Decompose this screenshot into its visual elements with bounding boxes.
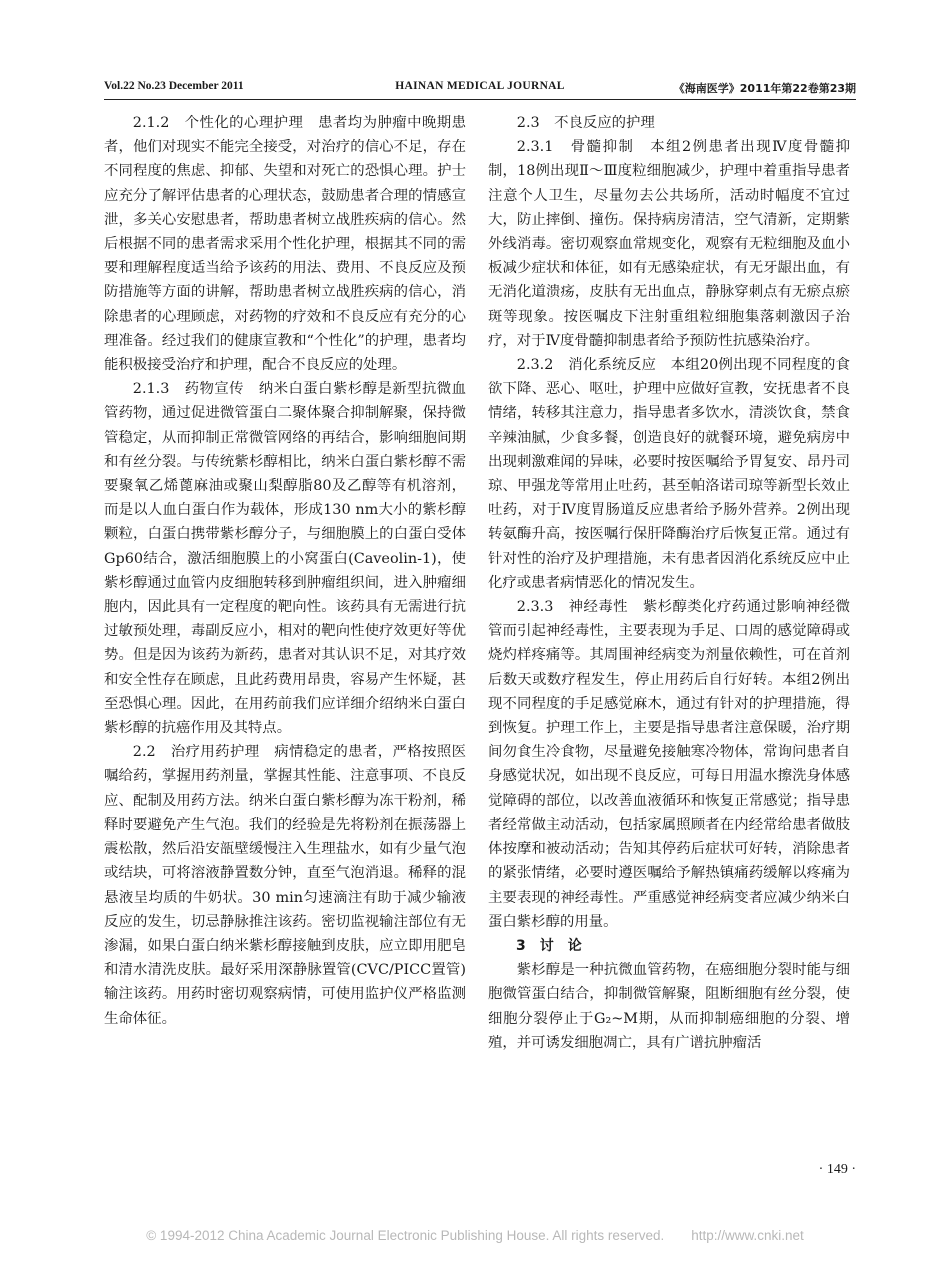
header-journal-name: HAINAN MEDICAL JOURNAL xyxy=(395,80,565,92)
right-column xyxy=(488,111,850,1055)
page-number: · 149 · xyxy=(818,1162,856,1177)
paragraph-2-2: 2.2 治疗用药护理 病情稳定的患者，严格按照医嘱给药，掌握用药剂量，掌握其性能、注意事项、不良反应、配制及用药方法。纳米白蛋白紫杉醇为冻干粉剂，稀释时要避免产生气泡。我们的经验是先将粉剂在振荡器上震松散，然后沿安瓿壁缓慢注入生理盐水，如有少量气泡或结块，可将溶液静置数分钟，直至气泡消退。稀释的混悬液呈均质的牛奶状。30 min匀速滴注有助于减少输液反应的发生，切忌静脉推注该药。密切监视输注部位有无渗漏，如果白蛋白纳米紫杉醇接触到皮肤，应立即用肥皂和清水清洗皮肤。最好采用深静脉置管(CVC/PICC置管)输注该药。用药时密切观察病情，可使用监护仪严格监测生命体征。 xyxy=(104,744,466,1027)
paragraph-discussion: 紫杉醇是一种抗微血管药物，在癌细胞分裂时能与细胞微管蛋白结合，抑制微管解聚，阻断细胞有丝分裂，使细胞分裂停止于G₂~M期，从而抑制癌细胞的分裂、增殖，并可诱发细胞凋亡，具有广谱抗肿瘤活 xyxy=(488,962,850,1051)
copyright-footer: © 1994-2012 China Academic Journal Electronic Publishing House. All rights reserved. http://www.cnki.net xyxy=(146,1228,804,1243)
paragraph-2-3-1: 2.3.1 骨髓抑制 本组2例患者出现Ⅳ度骨髓抑制，18例出现Ⅱ～Ⅲ度粒细胞减少，护理中着重指导患者注意个人卫生，尽量勿去公共场所，活动时幅度不宜过大，防止摔倒、撞伤。保持病房清洁，空气清新，定期紫外线消毒。密切观察血常规变化，观察有无粒细胞及血小板减少症状和体征，如有无感染症状，有无牙龈出血，有无消化道溃疡，皮肤有无出血点，静脉穿刺点有无瘀点瘀斑等现象。按医嘱皮下注射重组粒细胞集落刺激因子治疗，对于Ⅳ度骨髓抑制患者给予预防性抗感染治疗。 xyxy=(488,139,850,349)
left-column xyxy=(104,111,466,1031)
header-chinese-title: 《海南医学》2011年第22卷第23期 xyxy=(673,82,856,95)
paragraph-2-3-2: 2.3.2 消化系统反应 本组20例出现不同程度的食欲下降、恶心、呕吐，护理中应做好宣教，安抚患者不良情绪，转移其注意力，指导患者多饮水，清淡饮食，禁食辛辣油腻，少食多餐，创造良好的就餐环境，避免病房中出现刺激难闻的异味，必要时按医嘱给予胃复安、昂丹司琼、甲强龙等常用止吐药，甚至帕洛诺司琼等新型长效止吐药，对于Ⅳ度胃肠道反应患者给予肠外营养。2例出现转氨酶升高，按医嘱行保肝降酶治疗后恢复正常。通过有针对性的治疗及护理措施，未有患者因消化系统反应中止化疗或患者病情恶化的情况发生。 xyxy=(488,357,850,591)
paragraph-2-3-3: 2.3.3 神经毒性 紫杉醇类化疗药通过影响神经微管而引起神经毒性，主要表现为手足、口周的感觉障碍或烧灼样疼痛等。其周围神经病变为剂量依赖性，可在首剂后数天或数疗程发生，停止用药后自行好转。本组2例出现不同程度的手足感觉麻木，通过有针对的护理措施，得到恢复。护理工作上，主要是指导患者注意保暖，治疗期间勿食生冷食物，尽量避免接触寒冷物体，常询问患者自身感觉状况，如出现不良反应，可每日用温水擦洗身体感觉障碍的部位，以改善血液循环和恢复正常感觉；指导患者经常做主动活动，包括家属照顾者在内经常给患者做肢体按摩和被动活动；告知其停药后症状可好转，消除患者的紧张情绪，必要时遵医嘱给予解热镇痛药缓解以疼痛为主要表现的神经毒性。严重感觉神经病变者应减少纳米白蛋白紫杉醇的用量。 xyxy=(488,599,850,930)
header-rule xyxy=(104,99,856,100)
paragraph-2-1-3: 2.1.3 药物宣传 纳米白蛋白紫杉醇是新型抗微血管药物，通过促进微管蛋白二聚体聚合抑制解聚，保持微管稳定，从而抑制正常微管网络的再结合，影响细胞间期和有丝分裂。与传统紫杉醇相比，纳米白蛋白紫杉醇不需要聚氧乙烯蓖麻油或聚山梨醇脂80及乙醇等有机溶剂，而是以人血白蛋白作为载体，形成130 nm大小的紫杉醇颗粒，白蛋白携带紫杉醇分子，与细胞膜上的白蛋白受体Gp60结合，激活细胞膜上的小窝蛋白(Caveolin-1)，使紫杉醇通过血管内皮细胞转移到肿瘤组织间，进入肿瘤细胞内，因此具有一定程度的靶向性。该药具有无需进行抗过敏预处理，毒副反应小，相对的靶向性使疗效更好等优势。但是因为该药为新药，患者对其认识不足，对其疗效和安全性存在顾虑，且此药费用昂贵，容易产生怀疑，甚至恐惧心理。因此，在用药前我们应详细介绍纳米白蛋白紫杉醇的抗癌作用及其特点。 xyxy=(104,381,466,737)
running-header xyxy=(104,78,856,100)
header-volume: Vol.22 No.23 December 2011 xyxy=(104,80,244,92)
heading-2-3: 2.3 不良反应的护理 xyxy=(516,115,655,131)
heading-discussion: 3 讨 论 xyxy=(516,937,582,954)
paragraph-2-1-2: 2.1.2 个性化的心理护理 患者均为肿瘤中晚期患者，他们对现实不能完全接受，对治疗的信心不足，存在不同程度的焦虑、抑郁、失望和对死亡的恐惧心理。护士应充分了解评估患者的心理状态，鼓励患者合理的情感宣泄，多关心安慰患者，帮助患者树立战胜疾病的信心。然后根据不同的患者需求采用个性化护理，根据其不同的需要和理解程度适当给予该药的用法、费用、不良反应及预防措施等方面的讲解，帮助患者树立战胜疾病的信心，消除患者的心理顾虑，对药物的疗效和不良反应有充分的心理准备。经过我们的健康宣教和“个性化”的护理，患者均能积极接受治疗和护理，配合不良反应的处理。 xyxy=(104,115,466,374)
